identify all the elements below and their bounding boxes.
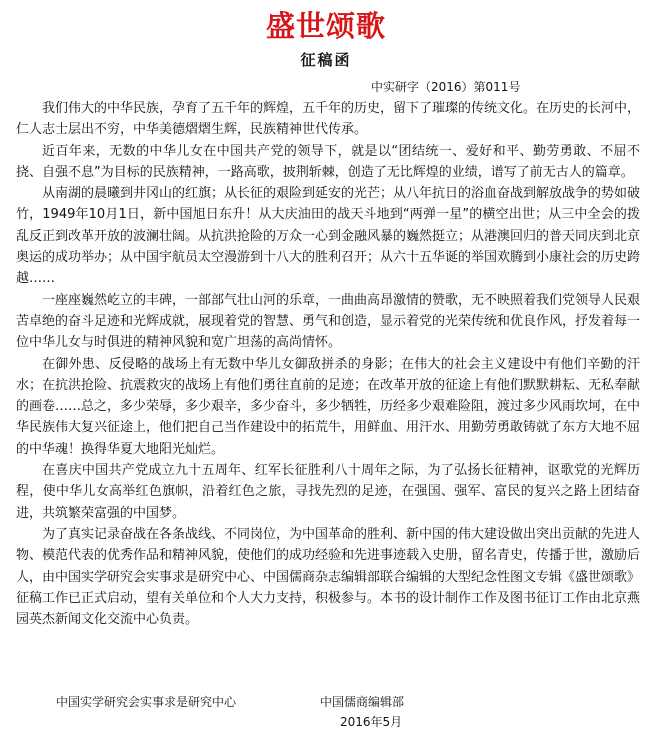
paragraph-1: 我们伟大的中华民族，孕育了五千年的辉煌，五千年的历史，留下了璀璨的传统文化。在历史的长河中，仁人志士层出不穷，中华美德熠熠生辉，民族精神世代传承。 <box>16 101 641 138</box>
document-subtitle: 征稿函 <box>300 51 352 69</box>
signature-org-right: 中国儒商编辑部 <box>320 695 405 709</box>
signature-date: 2016年5月 <box>340 715 403 729</box>
paragraph-4: 一座座巍然屹立的丰碑，一部部气壮山河的乐章，一曲曲高昂激情的赞歌，无不映照着我们党领导人民艰苦卓绝的奋斗足迹和光辉成就，展现着党的智慧、勇气和创造，显示着党的光荣传统和优良作风，抒发着每一位中华儿女与时俱进的精神风貌和宽广坦荡的高尚情怀。 <box>16 292 641 351</box>
paragraph-3: 从南湖的晨曦到井冈山的红旗；从长征的艰险到延安的光芒；从八年抗日的浴血奋战到解放战争的势如破竹，1949年10月1日，新中国旭日东升！从大庆油田的战天斗地到“两弹一星”的横空出世；从三中全会的拨乱反正到改革开放的波澜壮阔。从抗洪抢险的万众一心到金融风暴的巍然挺立；从港澳回归的普天同庆到北京奥运的成功举办；从中国宇航员太空漫游到十八大的胜利召开；从六十五华诞的举国欢腾到小康社会的历史跨越…… <box>16 186 641 287</box>
signature-org-left: 中国实学研究会实事求是研究中心 <box>56 695 237 709</box>
paragraph-6: 在喜庆中国共产党成立九十五周年、红军长征胜利八十周年之际，为了弘扬长征精神，讴歌党的光辉历程，使中华儿女高举红色旗帜，沿着红色之旅，寻找先烈的足迹，在强国、强军、富民的复兴之路上团结奋进，共筑繁荣富强的中国梦。 <box>16 463 640 521</box>
document-title: 盛世颂歌 <box>265 9 386 43</box>
paragraph-5: 在御外患、反侵略的战场上有无数中华儿女御敌拼杀的身影；在伟大的社会主义建设中有他们辛勤的汗水；在抗洪抢险、抗震救灾的战场上有他们勇往直前的足迹；在改革开放的征途上有他们默默耕耘、无私奉献的画卷……总之，多少荣辱，多少艰辛，多少奋斗，多少牺牲，历经多少艰难险阻，渡过多少风雨坎坷，在中华民族伟大复兴征途上，他们把自己当作建设中的拓荒牛，用鲜血、用汗水、用勤劳勇敢铸就了东方大地不屈的中华魂！换得华夏大地阳光灿烂。 <box>16 356 641 457</box>
document-number: 中实研字（2016）第011号 <box>371 80 521 94</box>
paragraph-7: 为了真实记录奋战在各条战线、不同岗位，为中国革命的胜利、新中国的伟大建设做出突出贡献的先进人物、模范代表的优秀作品和精神风貌，使他们的成功经验和先进事迹载入史册，留名青史，传播于世，激励后人，由中国实学研究会实事求是研究中心、中国儒商杂志编辑部联合编辑的大型纪念性图文专辑《盛世颂歌》征稿工作已正式启动，望有关单位和个人大力支持，积极参与。本书的设计制作工作及图书征订工作由北京燕园英杰新闻文化交流中心负责。 <box>16 526 641 628</box>
letter-body <box>16 98 640 630</box>
paragraph-2: 近百年来，无数的中华儿女在中国共产党的领导下，就是以“团结统一、爱好和平、勤劳勇敢、不屈不挠、自强不息”为目标的民族精神，一路高歌，披荆斩棘，创造了无比辉煌的业绩，谱写了前无古人的篇章。 <box>16 143 640 180</box>
